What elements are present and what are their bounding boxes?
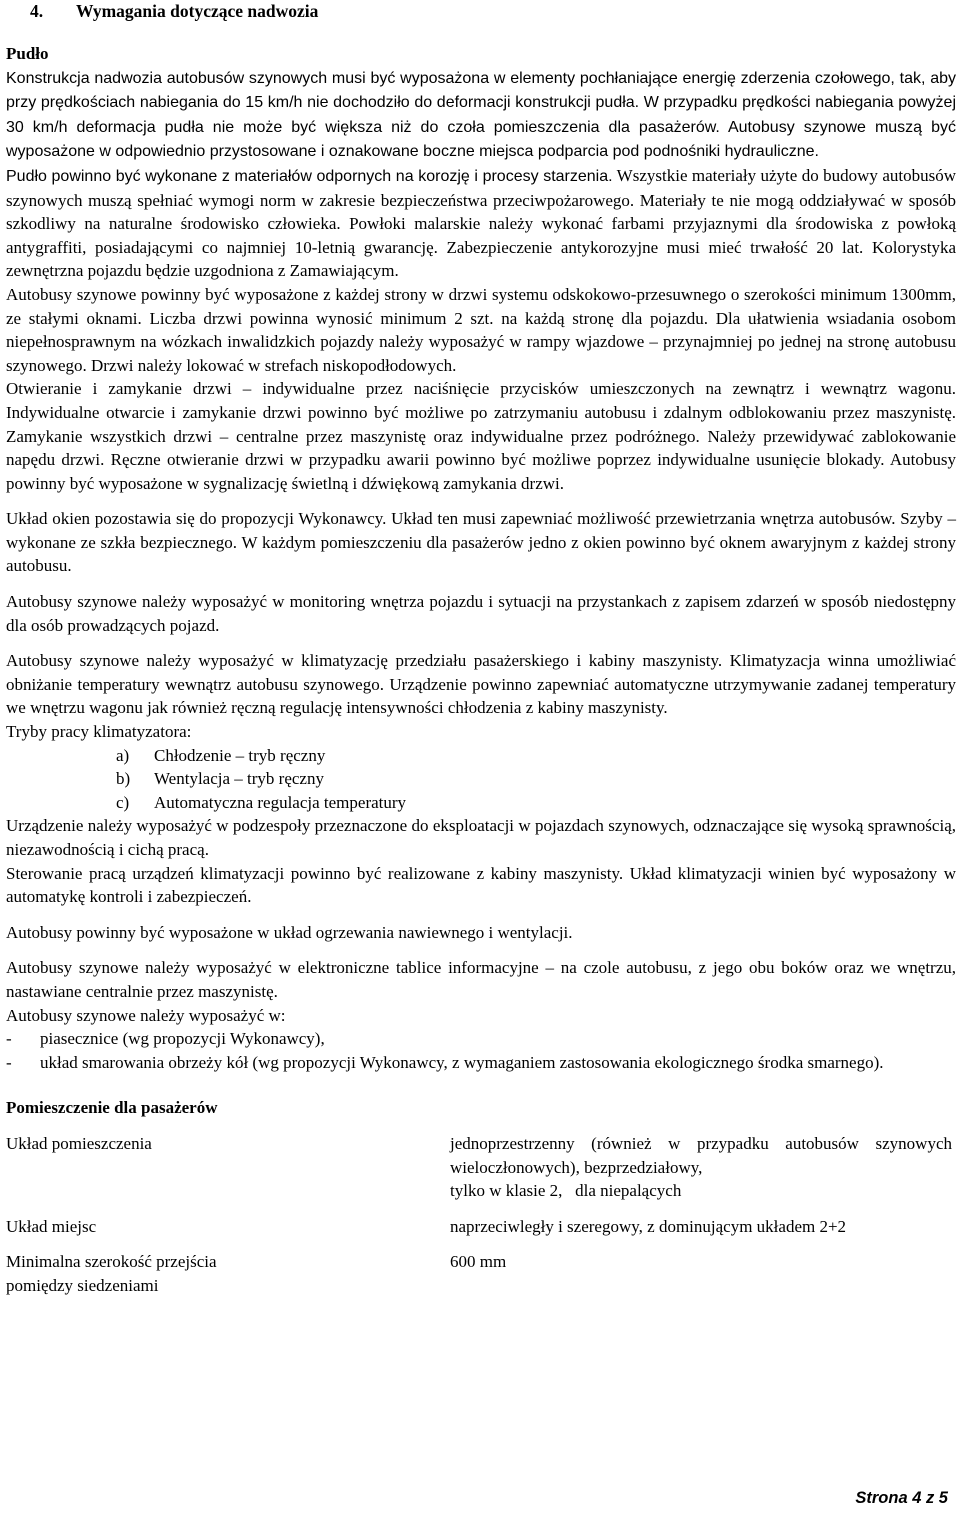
list-item: c) Automatyczna regulacja temperatury	[116, 792, 407, 812]
paragraph: Autobusy szynowe należy wyposażyć w:	[6, 1005, 286, 1025]
spec-row	[6, 1250, 956, 1297]
modes-list	[6, 744, 956, 815]
paragraph: Układ okien pozostawia się do propozycji Wykonawcy. Układ ten musi zapewniać możliwość przewietrzania wnętrza autobusów. Szyby – wykonane ze szkła bezpiecznego. W każdym pomieszczeniu dla pasażerów jedno z okien powinno być oknem awaryjnym z każdej strony autobusu.	[6, 509, 956, 576]
paragraph: Autobusy szynowe należy wyposażyć w klimatyzację przedziału pasażerskiego i kabiny maszynisty. Klimatyzacja winna umożliwiać obniżanie temperatury wewnątrz autobusu szynowego. Urządzenie powinno zapewniać automatyczne utrzymywanie zadanej temperatury we wnętrzu wagonu jak również ręczną regulację intensywności chłodzenia z kabiny maszynisty.	[6, 651, 956, 718]
paragraph: Pudło powinno być wykonane z materiałów odpornych na korozję i procesy starzenia. Wszystkie materiały użyte do budowy autobusów szynowych muszą spełniać wymogi norm w zakresie bezpieczeństwa przeciwpożarowego. Materiały te nie mogą oddziaływać w sposób szkodliwy na naturalne środowisko człowieka. Powłoki malarskie należy wykonać farbami przyjaznymi dla środowiska z powłoką antygraffiti, posiadającymi co najmniej 10-letnią gwarancję. Zabezpieczenie antykorozyjne musi mieć trwałość 20 lat. Kolorystyka zewnętrzna pojazdu będzie uzgodniona z Zamawiającym.	[6, 165, 957, 281]
spec-row	[6, 1215, 956, 1239]
spec-value: naprzeciwległy i szeregowy, z dominującym układem 2+2	[450, 1216, 847, 1236]
page-number: Strona 4 z 5	[855, 1489, 948, 1507]
list-item: b) Wentylacja – tryb ręczny	[116, 769, 324, 789]
paragraph: Otwieranie i zamykanie drzwi – indywidualne przez naciśnięcie przycisków umieszczonych na zewnątrz i wewnątrz wagonu. Indywidualne otwarcie i zamykanie drzwi powinno być możliwe po zatrzymaniu autobusu i zdalnym odblokowaniu przez maszynistę. Zamykanie wszystkich drzwi – centralne przez maszynistę oraz indywidualne przez podróżnego. Należy przewidywać zablokowanie napędu drzwi. Ręczne otwieranie drzwi w przypadku awarii powinno być możliwe poprzez indywidualne usunięcie blokady. Autobusy powinny być wyposażone w sygnalizację świetlną i dźwiękową zamykania drzwi.	[6, 379, 956, 493]
spec-value: jednoprzestrzenny (również w przypadku autobusów szynowych wieloczłonowych), bezprzedziałowy, tylko w klasie 2, dla niepalących	[450, 1133, 952, 1201]
subsection-heading-pudlo: Pudło	[6, 44, 49, 63]
section-number: 4.	[30, 1, 44, 21]
spec-row	[6, 1132, 956, 1203]
paragraph: Autobusy szynowe należy wyposażyć w monitoring wnętrza pojazdu i sytuacji na przystankach z zapisem zdarzeń w sposób niedostępny dla osób prowadzących pojazd.	[6, 592, 956, 635]
spec-value: 600 mm	[450, 1252, 507, 1272]
subsection-heading-passenger: Pomieszczenie dla pasażerów	[6, 1098, 218, 1118]
paragraph: Konstrukcja nadwozia autobusów szynowych musi być wyposażona w elementy pochłaniające energię zderzenia czołowego, tak, aby przy prędkościach nabiegania do 15 km/h nie dochodziło do deformacji konstrukcji pudła. W przypadku prędkości nabiegania powyżej 30 km/h deformacja pudła nie może być większa niż do czoła pomieszczenia dla pasażerów. Autobusy szynowe muszą być wyposażone w odpowiednio przystosowane i oznakowane boczne miejsca podparcia pod podnośniki hydrauliczne.	[6, 69, 956, 161]
list-item: - układ smarowania obrzeży kół (wg propozycji Wykonawcy, z wymaganiem zastosowania ekologicznego środka smarnego).	[6, 1052, 884, 1072]
section-title: Wymagania dotyczące nadwozia	[76, 1, 319, 21]
paragraph: Autobusy szynowe należy wyposażyć w elektroniczne tablice informacyjne – na czole autobusu, z jego obu boków oraz we wnętrzu, nastawiane centralnie przez maszynistę.	[6, 958, 956, 1001]
spec-key: Układ miejsc	[6, 1216, 97, 1236]
section-heading	[0, 0, 956, 22]
list-item: a) Chłodzenie – tryb ręczny	[116, 745, 326, 765]
document-page	[6, 0, 956, 1298]
spec-key: Minimalna szerokość przejścia pomiędzy siedzeniami	[6, 1252, 217, 1295]
list-item: - piasecznice (wg propozycji Wykonawcy),	[6, 1029, 325, 1049]
modes-label: Tryby pracy klimatyzatora:	[6, 722, 192, 742]
equipment-list	[6, 1027, 956, 1074]
paragraph: Autobusy szynowe powinny być wyposażone z każdej strony w drzwi systemu odskokowo-przesuwnego o szerokości minimum 1300mm, ze stałymi oknami. Liczba drzwi powinna wynosić minimum 2 szt. na każdą stronę dla pojazdu. Dla ułatwienia wsiadania osobom niepełnosprawnym na wózkach inwalidzkich pojazdy należy wyposażyć w rampy wjazdowe – przynajmniej po jednej na stronę autobusu szynowego. Drzwi należy lokować w strefach niskopodłodowych.	[6, 284, 956, 375]
paragraph: Urządzenie należy wyposażyć w podzespoły przeznaczone do eksploatacji w pojazdach szynowych, odznaczające się wysoką sprawnością, niezawodnością i cichą pracą.	[6, 816, 956, 859]
spec-key: Układ pomieszczenia	[6, 1133, 152, 1153]
paragraph: Autobusy powinny być wyposażone w układ ogrzewania nawiewnego i wentylacji.	[6, 922, 573, 942]
paragraph: Sterowanie pracą urządzeń klimatyzacji powinno być realizowane z kabiny maszynisty. Układ klimatyzacji winien być wyposażony w automatykę kontroli i zabezpieczeń.	[6, 863, 956, 907]
